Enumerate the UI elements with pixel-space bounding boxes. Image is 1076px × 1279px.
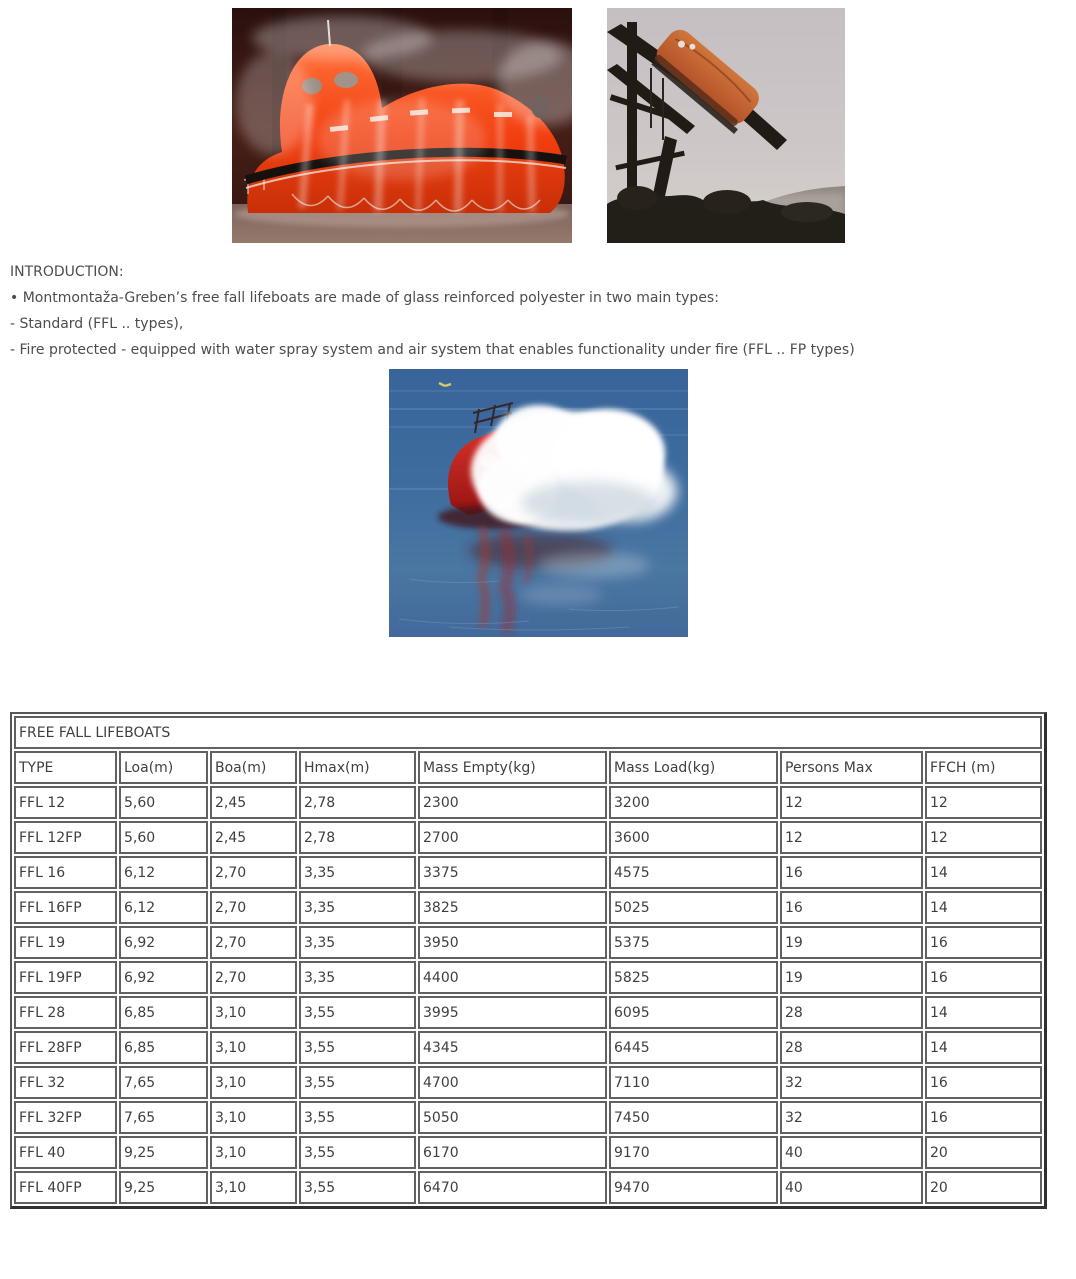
cell: 7,65 [119, 1101, 208, 1134]
cell: 3,35 [299, 961, 416, 994]
cell: 19 [780, 961, 923, 994]
cell: 20 [925, 1136, 1042, 1169]
table-row [14, 821, 1042, 854]
cell-type: FFL 40 [14, 1136, 117, 1169]
cell: 5825 [609, 961, 778, 994]
lifeboat-splash-photo [389, 369, 688, 637]
cell: 6170 [418, 1136, 607, 1169]
cell: 3,55 [299, 1031, 416, 1064]
table-row [14, 891, 1042, 924]
cell: 6470 [418, 1171, 607, 1204]
table-row [14, 1171, 1042, 1204]
cell: 2700 [418, 821, 607, 854]
cell: 6,92 [119, 961, 208, 994]
cell: 5,60 [119, 821, 208, 854]
table-row [14, 1031, 1042, 1064]
cell: 4700 [418, 1066, 607, 1099]
intro-line-standard: - Standard (FFL .. types), [10, 316, 184, 332]
column-header-6: Persons Max [780, 751, 923, 784]
cell: 12 [925, 786, 1042, 819]
cell: 5,60 [119, 786, 208, 819]
introduction-heading: INTRODUCTION: [10, 264, 124, 280]
cell: 20 [925, 1171, 1042, 1204]
cell: 6,85 [119, 1031, 208, 1064]
cell: 2,70 [210, 891, 297, 924]
cell: 6445 [609, 1031, 778, 1064]
cell: 3,10 [210, 996, 297, 1029]
cell: 6,92 [119, 926, 208, 959]
cell: 14 [925, 891, 1042, 924]
cell-type: FFL 12 [14, 786, 117, 819]
top-photos-row [10, 8, 1066, 243]
intro-line-fire-protected: - Fire protected - equipped with water spray system and air system that enables functionality under fire (FFL .. FP types) [10, 342, 855, 358]
cell: 5025 [609, 891, 778, 924]
cell: 12 [925, 821, 1042, 854]
cell: 28 [780, 996, 923, 1029]
cell: 6095 [609, 996, 778, 1029]
cell-type: FFL 16FP [14, 891, 117, 924]
column-header-0: TYPE [14, 751, 117, 784]
table-row [14, 926, 1042, 959]
cell: 3825 [418, 891, 607, 924]
cell: 2,70 [210, 926, 297, 959]
lifeboat-ramp-photo [607, 8, 845, 243]
cell: 16 [925, 1066, 1042, 1099]
cell: 3995 [418, 996, 607, 1029]
table-row [14, 856, 1042, 889]
table-row [14, 1101, 1042, 1134]
cell: 6,85 [119, 996, 208, 1029]
column-header-5: Mass Load(kg) [609, 751, 778, 784]
cell: 3,55 [299, 1066, 416, 1099]
cell: 3,55 [299, 1171, 416, 1204]
cell: 7,65 [119, 1066, 208, 1099]
cell: 6,12 [119, 891, 208, 924]
cell-type: FFL 40FP [14, 1171, 117, 1204]
intro-line-types: • Montmontaža-Greben’s free fall lifeboats are made of glass reinforced polyester in two main types: [10, 290, 719, 306]
table-body [14, 716, 1042, 1204]
cell: 9,25 [119, 1136, 208, 1169]
cell: 9,25 [119, 1171, 208, 1204]
cell: 7450 [609, 1101, 778, 1134]
cell-type: FFL 28 [14, 996, 117, 1029]
cell: 2,45 [210, 821, 297, 854]
cell: 16 [780, 856, 923, 889]
cell: 3,35 [299, 926, 416, 959]
cell: 19 [780, 926, 923, 959]
cell: 16 [925, 961, 1042, 994]
cell: 32 [780, 1101, 923, 1134]
cell: 16 [925, 1101, 1042, 1134]
cell: 7110 [609, 1066, 778, 1099]
table-row [14, 996, 1042, 1029]
column-header-4: Mass Empty(kg) [418, 751, 607, 784]
cell: 4400 [418, 961, 607, 994]
cell: 14 [925, 996, 1042, 1029]
cell: 40 [780, 1136, 923, 1169]
table-title: FREE FALL LIFEBOATS [14, 716, 1042, 749]
cell: 3600 [609, 821, 778, 854]
table-row [14, 1066, 1042, 1099]
cell: 3,55 [299, 1136, 416, 1169]
free-fall-lifeboats-table [10, 712, 1047, 1209]
cell: 9470 [609, 1171, 778, 1204]
cell: 3,35 [299, 856, 416, 889]
cell: 5050 [418, 1101, 607, 1134]
cell: 3,10 [210, 1171, 297, 1204]
cell-type: FFL 28FP [14, 1031, 117, 1064]
cell: 16 [780, 891, 923, 924]
cell-type: FFL 16 [14, 856, 117, 889]
cell: 3,35 [299, 891, 416, 924]
cell: 28 [780, 1031, 923, 1064]
cell: 2,78 [299, 786, 416, 819]
lifeboat-spray-test-photo [232, 8, 572, 243]
introduction-text [10, 259, 1066, 363]
cell: 12 [780, 821, 923, 854]
column-header-7: FFCH (m) [925, 751, 1042, 784]
table-row [14, 786, 1042, 819]
cell: 3,55 [299, 996, 416, 1029]
cell: 2,70 [210, 961, 297, 994]
cell: 12 [780, 786, 923, 819]
cell: 3950 [418, 926, 607, 959]
splash-photo-row [10, 369, 1066, 637]
cell: 3,10 [210, 1066, 297, 1099]
cell: 5375 [609, 926, 778, 959]
cell-type: FFL 19 [14, 926, 117, 959]
cell-type: FFL 32FP [14, 1101, 117, 1134]
cell: 3200 [609, 786, 778, 819]
cell: 32 [780, 1066, 923, 1099]
cell-type: FFL 32 [14, 1066, 117, 1099]
cell: 2,70 [210, 856, 297, 889]
table-row [14, 1136, 1042, 1169]
cell-type: FFL 12FP [14, 821, 117, 854]
cell: 3,10 [210, 1031, 297, 1064]
cell: 3,55 [299, 1101, 416, 1134]
cell: 4575 [609, 856, 778, 889]
cell: 2,78 [299, 821, 416, 854]
cell: 6,12 [119, 856, 208, 889]
cell: 14 [925, 856, 1042, 889]
cell: 16 [925, 926, 1042, 959]
column-header-2: Boa(m) [210, 751, 297, 784]
cell: 2300 [418, 786, 607, 819]
cell: 3375 [418, 856, 607, 889]
column-header-1: Loa(m) [119, 751, 208, 784]
cell: 40 [780, 1171, 923, 1204]
table-title-row [14, 716, 1042, 749]
cell: 14 [925, 1031, 1042, 1064]
cell: 3,10 [210, 1136, 297, 1169]
cell: 2,45 [210, 786, 297, 819]
cell: 4345 [418, 1031, 607, 1064]
column-header-3: Hmax(m) [299, 751, 416, 784]
cell-type: FFL 19FP [14, 961, 117, 994]
table-row [14, 961, 1042, 994]
cell: 3,10 [210, 1101, 297, 1134]
cell: 9170 [609, 1136, 778, 1169]
table-header-row [14, 751, 1042, 784]
